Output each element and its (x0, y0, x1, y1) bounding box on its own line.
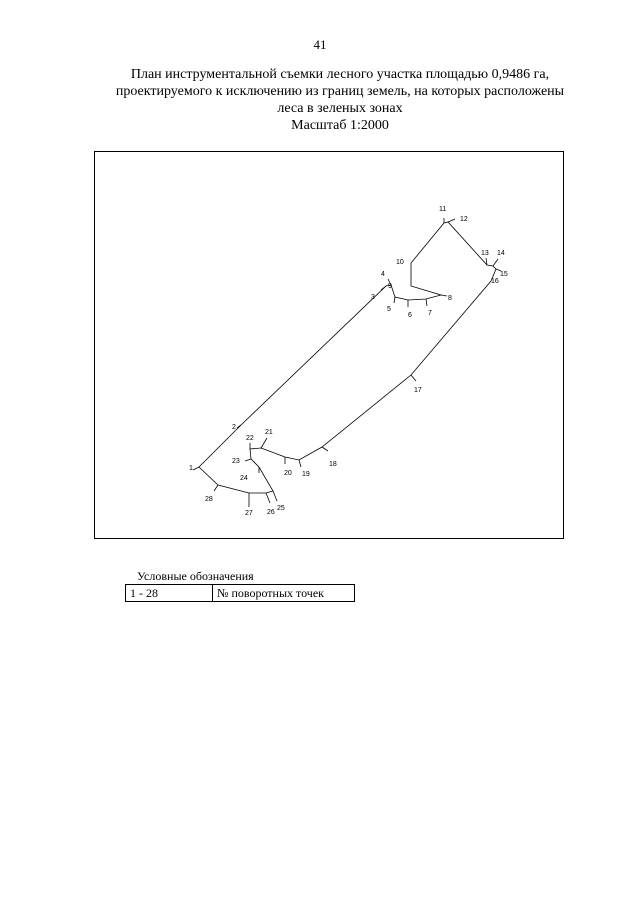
turning-point-label: 3 (371, 294, 375, 301)
turning-point-tick (273, 491, 277, 501)
turning-point-label: 18 (329, 461, 337, 468)
turning-point-label: 23 (232, 458, 240, 465)
turning-point-label: 25 (277, 505, 285, 512)
legend-row (126, 585, 355, 602)
plan-title (60, 66, 620, 134)
turning-point-tick (266, 493, 270, 503)
turning-point-tick (245, 459, 251, 461)
turning-point-tick (426, 299, 427, 306)
turning-point-label: 4 (381, 271, 385, 278)
turning-point-label: 8 (448, 295, 452, 302)
turning-point-label: 13 (481, 250, 489, 257)
turning-point-tick (193, 467, 199, 470)
turning-point-tick (299, 460, 301, 467)
turning-point-label: 16 (491, 278, 499, 285)
title-line: леса в зеленых зонах (277, 101, 403, 116)
boundary-line (199, 222, 496, 493)
turning-point-tick (214, 485, 218, 491)
turning-point-tick (411, 375, 416, 381)
turning-point-label: 10 (396, 259, 404, 266)
survey-plan-frame (94, 151, 564, 539)
survey-plan (95, 152, 565, 540)
turning-point-tick (493, 259, 498, 266)
turning-point-tick (322, 447, 328, 451)
turning-point-label: 6 (408, 312, 412, 319)
turning-point-label: 24 (240, 475, 248, 482)
legend-meaning: № поворотных точек (213, 585, 355, 602)
turning-point-label: 21 (265, 429, 273, 436)
turning-point-label: 2 (232, 424, 236, 431)
turning-point-label: 15 (500, 271, 508, 278)
turning-point-label: 17 (414, 387, 422, 394)
turning-point-label: 5 (387, 306, 391, 313)
title-line: проектируемого к исключению из границ земель, на которых расположены (115, 84, 565, 99)
title-line: План инструментальной съемки лесного участка площадью 0,9486 га, (130, 67, 550, 82)
turning-point-label: 19 (302, 471, 310, 478)
turning-point-tick (381, 286, 386, 290)
legend-title: Условные обозначения (137, 569, 254, 583)
turning-point-label: 14 (497, 250, 505, 257)
turning-point-tick (441, 295, 447, 296)
turning-point-label: 7 (428, 310, 432, 317)
turning-point-label: 11 (439, 206, 447, 213)
legend-table (125, 584, 355, 602)
turning-point-label: 22 (246, 435, 254, 442)
turning-point-label: 26 (267, 509, 275, 516)
turning-point-tick (448, 219, 455, 222)
legend-symbol: 1 - 28 (126, 585, 213, 602)
turning-point-label: 27 (245, 510, 253, 517)
page-number: 41 (313, 37, 327, 52)
turning-point-label: 12 (460, 216, 468, 223)
scale-line: Масштаб 1:2000 (291, 118, 389, 133)
turning-point-label: 20 (284, 470, 292, 477)
turning-point-label: 1 (189, 465, 193, 472)
turning-point-label: 9 (388, 283, 392, 290)
turning-point-label: 28 (205, 496, 213, 503)
turning-point-tick (394, 297, 395, 303)
turning-point-tick (261, 438, 267, 448)
